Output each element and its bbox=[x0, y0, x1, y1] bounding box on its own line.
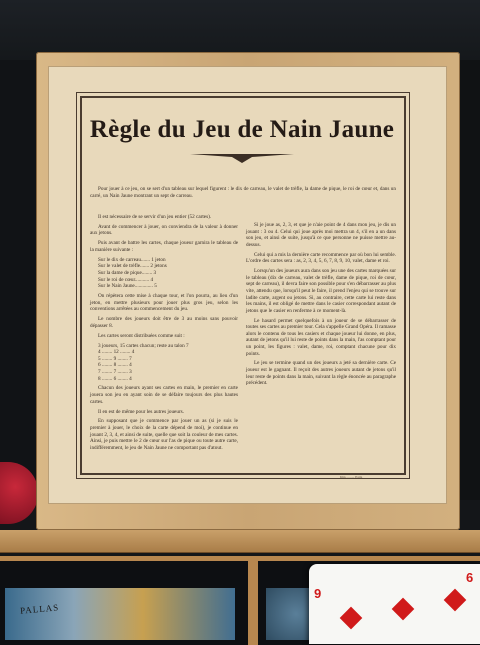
rule-paragraph: Il est nécessaire de se servir d'un jeu entier (52 cartes). bbox=[98, 214, 212, 220]
intro-paragraph: Pour jouer à ce jeu, on se sert d'un tableau sur lequel figurent : le dix de carreau, le valet de trèfle, la dame de pique, le roi de cœur et, dans un carré, un Nain Jaune montrant un sept de carreau. bbox=[90, 186, 396, 199]
rule-paragraph: Le nombre des joueurs doit être de 3 au moins sans pouvoir dépasser 8. bbox=[90, 316, 238, 329]
deal-row: 4 ........ 12 ........ 4 bbox=[98, 349, 135, 356]
deal-row: 6 ........ 8 ........ 4 bbox=[98, 362, 132, 369]
deal-row: 7 ........ 7 ........ 3 bbox=[98, 368, 132, 375]
printer-mark: Imp. ........ Paris bbox=[340, 475, 363, 479]
stake-row: Sur la dame de pique........ 3 bbox=[98, 270, 157, 277]
rule-paragraph: Puis avant de battre les cartes, chaque joueur garnira le tableau de la manière suivante : bbox=[90, 240, 238, 253]
rule-paragraph: En supposant que je commence par jouer un as (si je suis le premier à jouer, le choix de la carte dépend de moi), je continue en jouant 2, 3, 4, et ainsi de suite, quelle que soit la couleur de mes cartes. Ainsi, je puis mettre le 2 de cœur sur l'as de pique ou toute autre carte, indifféremment, le jeu de Nain Jaune ne comportant pas d'atout. bbox=[90, 418, 238, 451]
tile-label: PALLAS bbox=[19, 602, 60, 616]
ornament-icon bbox=[190, 152, 294, 164]
right-column bbox=[246, 222, 396, 390]
stake-row: Sur le valet de trèfle....... 2 jetons bbox=[98, 263, 167, 270]
rule-paragraph: Si je joue as, 2, 3, et que je n'aie point de 4 dans mon jeu, je dis un jouant : 3 ou 4. Celui qui joue après moi mettra un 4, s'il en a un dans son jeu, et ainsi de suite, jusqu'à ce que personne ne puisse mettre au-dessus. bbox=[246, 222, 396, 248]
box-rail bbox=[0, 530, 480, 552]
document-title: Règle du Jeu de Nain Jaune bbox=[89, 116, 395, 143]
card-rank-corner: 6 bbox=[466, 570, 474, 585]
deal-row: 5 ........ 9 ........ 7 bbox=[98, 355, 132, 362]
left-column bbox=[90, 214, 238, 455]
stake-row: Sur le dix de carreau....... 1 jeton bbox=[98, 256, 166, 263]
rule-paragraph: Le jeu se termine quand un des joueurs a jeté sa dernière carte. Ce joueur est le gagnant. Il reçoit des autres joueurs autant de jetons qu'il leur reste de points dans la main, suivant la règle énoncée au paragraphe précédent. bbox=[246, 360, 396, 387]
rule-paragraph: Le hasard permet quelquefois à un joueur de se débarrasser de toutes ses cartes au premier tour. Cela s'appelle Grand Opéra. Il ramasse alors le contenu de tous les casiers et chaque joueur lui donne, en plus, autant de jetons qu'il lui reste de points dans la main, l'as comptant pour un point, les figures : valet, dame, roi, comptant chacune pour dix points. bbox=[246, 317, 396, 357]
rule-paragraph: Chacun des joueurs ayant ses cartes en main, le premier en carte jouera son jeu en ayant soin de se défaire toujours des plus hautes cartes. bbox=[90, 385, 238, 405]
deal-row: 3 joueurs, 15 cartes chacun; reste au talon 7 bbox=[98, 342, 189, 349]
dark-background-left bbox=[0, 60, 40, 500]
rule-paragraph: Avant de commencer à jouer, on conviendra de la valeur à donner aux jetons. bbox=[90, 223, 238, 237]
rule-paragraph: Celui qui a mis la dernière carte recommence par où bon lui semble. L'ordre des cartes sera : as, 2, 3, 4, 5, 6, 7, 8, 9, 10, valet, dame et roi. bbox=[246, 251, 396, 265]
dark-background-top bbox=[0, 0, 480, 60]
rule-paragraph: Les cartes seront distribuées comme suit : bbox=[98, 332, 185, 339]
deal-row: 8 ........ 6 ........ 4 bbox=[98, 375, 132, 382]
stake-row: Sur le Nain Jaune.............. 5 bbox=[98, 283, 157, 290]
rule-paragraph: On répètera cette mise à chaque tour, et l'on pourra, au lieu d'un jeton, en mettre plusieurs pour jouer plus gros jeu, selon les conventions arrêtées au commencement du jeu. bbox=[90, 293, 238, 313]
rule-paragraph: Lorsqu'un des joueurs aura dans son jeu une des cartes marquées sur le tableau (dix de carreau, valet de trèfle, dame de pique, roi de cœur, sept de carreau), il devra faire son possible pour s'en débarrasser au plus vite, attendu que, lorsqu'il peut le faire, il prend l'enjeu qui se trouve sur ladite carte, argent ou jetons. Si, au contraire, cette carte lui reste dans les mains, il est obligé de mettre dans le casier correspondant autant de jetons que le casier en renferme à ce moment-là. bbox=[246, 268, 396, 314]
rule-paragraph: Il en est de même pour les autres joueurs. bbox=[98, 408, 184, 415]
stake-row: Sur le roi de cœur........... 4 bbox=[98, 276, 154, 283]
card-rank-corner: 6 bbox=[314, 586, 322, 601]
